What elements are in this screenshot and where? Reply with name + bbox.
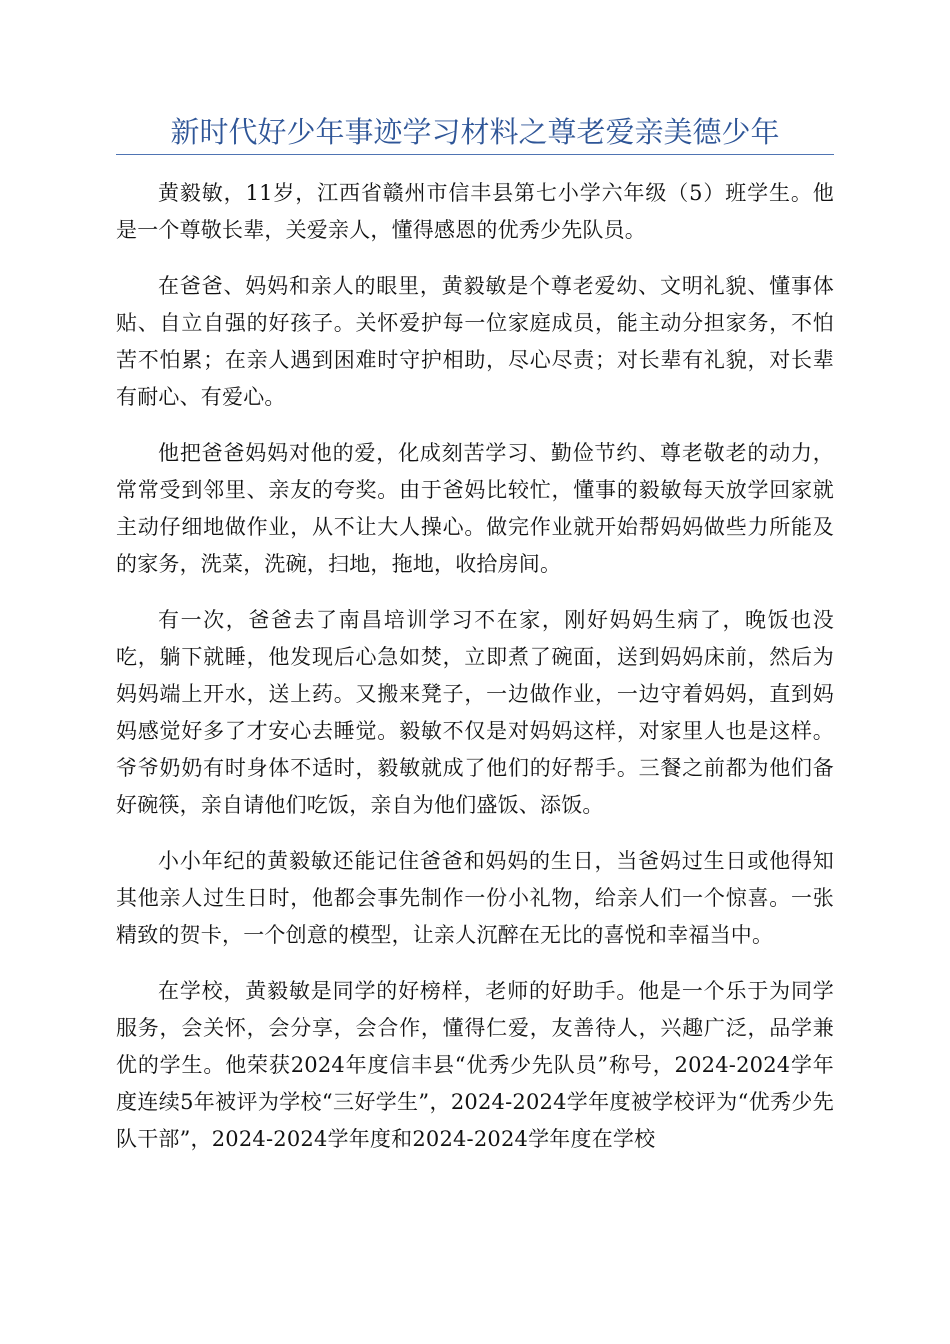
paragraph-study-and-chores: 他把爸爸妈妈对他的爱，化成刻苦学习、勤俭节约、尊老敬老的动力，常常受到邻里、亲友的夸奖。由于爸妈比较忙，懂事的毅敏每天放学回家就主动仔细地做作业，从不让大人操心。做完作业就开始帮妈妈做些力所能及的家务，洗菜，洗碗，扫地，拖地，收拾房间。 [116,441,834,576]
paragraph-school-honors: 在学校，黄毅敏是同学的好榜样，老师的好助手。他是一个乐于为同学服务，会关怀，会分享，会合作，懂得仁爱，友善待人，兴趣广泛，品学兼优的学生。他荣获2024年度信丰县“优秀少先队员”称号，2024-2024学年度连续5年被评为学校“三好学生”，2024-2024学年度被学校评为“优秀少先队干部”，2024-2024学年度和2024-2024学年度在学校 [116,979,834,1151]
paragraph-intro: 黄毅敏，11岁，江西省赣州市信丰县第七小学六年级（5）班学生。他是一个尊敬长辈，关爱亲人，懂得感恩的优秀少先队员。 [116,181,834,242]
paragraph-caring-for-mother: 有一次，爸爸去了南昌培训学习不在家，刚好妈妈生病了，晚饭也没吃，躺下就睡，他发现后心急如焚，立即煮了碗面，送到妈妈床前，然后为妈妈端上开水，送上药。又搬来凳子，一边做作业，一边守着妈妈，直到妈妈感觉好多了才安心去睡觉。毅敏不仅是对妈妈这样，对家里人也是这样。爷爷奶奶有时身体不适时，毅敏就成了他们的好帮手。三餐之前都为他们备好碗筷，亲自请他们吃饭，亲自为他们盛饭、添饭。 [116,608,834,817]
title-underline [116,154,834,155]
document-title: 新时代好少年事迹学习材料之尊老爱亲美德少年 [170,115,780,149]
paragraph-family-view: 在爸爸、妈妈和亲人的眼里，黄毅敏是个尊老爱幼、文明礼貌、懂事体贴、自立自强的好孩子。关怀爱护每一位家庭成员，能主动分担家务，不怕苦不怕累；在亲人遇到困难时守护相助，尽心尽责；对长辈有礼貌，对长辈有耐心、有爱心。 [116,274,834,409]
document-body [116,175,834,1177]
paragraph-birthday-gifts: 小小年纪的黄毅敏还能记住爸爸和妈妈的生日，当爸妈过生日或他得知其他亲人过生日时，他都会事先制作一份小礼物，给亲人们一个惊喜。一张精致的贺卡，一个创意的模型，让亲人沉醉在无比的喜悦和幸福当中。 [116,849,834,947]
